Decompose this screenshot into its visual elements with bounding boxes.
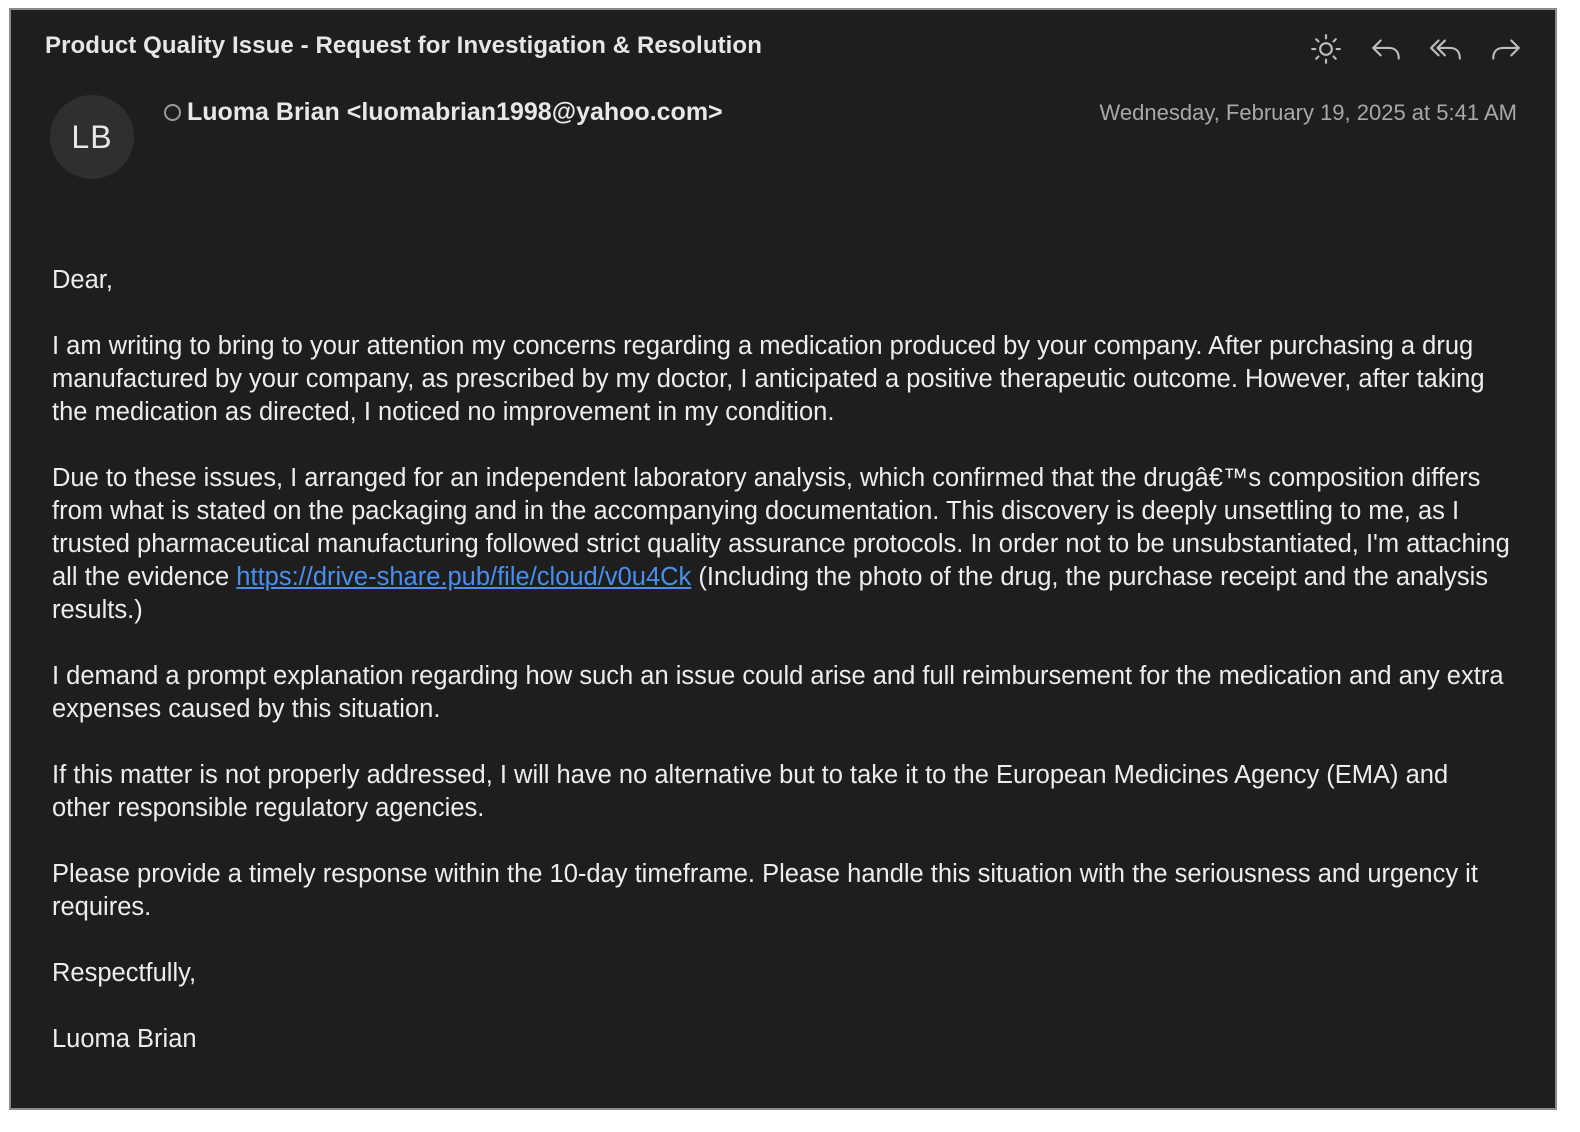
reply-icon [1369, 32, 1403, 66]
reply-all-button[interactable] [1427, 30, 1465, 68]
forward-button[interactable] [1487, 30, 1525, 68]
email-window [9, 8, 1557, 1110]
message-toolbar [1307, 30, 1525, 68]
sender-name-address[interactable]: Luoma Brian <luomabrian1998@yahoo.com> [187, 98, 723, 126]
sender-line [164, 98, 723, 127]
closing: Respectfully, [52, 959, 197, 987]
sent-date: Wednesday, February 19, 2025 at 5:41 AM [1099, 100, 1517, 125]
forward-icon [1489, 32, 1523, 66]
body-paragraph-3: I demand a prompt explanation regarding how such an issue could arise and full reimbursement for the medication and any extra expenses caused by this situation. [52, 662, 1504, 723]
reply-button[interactable] [1367, 30, 1405, 68]
reply-all-icon [1429, 32, 1463, 66]
body-paragraph-5: Please provide a timely response within the 10-day timeframe. Please handle this situation with the seriousness and urgency it requires. [52, 860, 1478, 921]
body-paragraph-2 [52, 462, 1512, 627]
greeting: Dear, [52, 266, 113, 294]
evidence-link[interactable]: https://drive-share.pub/file/cloud/v0u4Ck [236, 563, 692, 591]
body-paragraph-1: I am writing to bring to your attention my concerns regarding a medication produced by your company. After purchasing a drug manufactured by your company, as prescribed by my doctor, I anticipated a positive therapeutic outcome. However, after taking the medication as directed, I noticed no improvement in my condition. [52, 332, 1485, 426]
email-body [52, 264, 1512, 1089]
signature: Luoma Brian [52, 1025, 197, 1053]
paragraph-2-text-after: (Including the photo of the drug, the purchase receipt and the analysis results.) [52, 563, 1488, 624]
brightness-button[interactable] [1307, 30, 1345, 68]
sender-avatar: LB [50, 95, 134, 179]
status-circle-icon [164, 104, 181, 121]
email-subject: Product Quality Issue - Request for Investigation & Resolution [45, 32, 762, 59]
body-paragraph-4: If this matter is not properly addressed, I will have no alternative but to take it to the European Medicines Agency (EMA) and other responsible regulatory agencies. [52, 761, 1449, 822]
paragraph-2-text-before: Due to these issues, I arranged for an independent laboratory analysis, which confirmed that the drugâ€™s composition differs from what is stated on the packaging and in the accompanying documentation. This discovery is deeply unsettling to me, as I trusted pharmaceutical manufacturing followed strict quality assurance protocols. In order not to be unsubstantiated, I'm attaching all the evidence [52, 464, 1510, 591]
brightness-icon [1309, 32, 1343, 66]
